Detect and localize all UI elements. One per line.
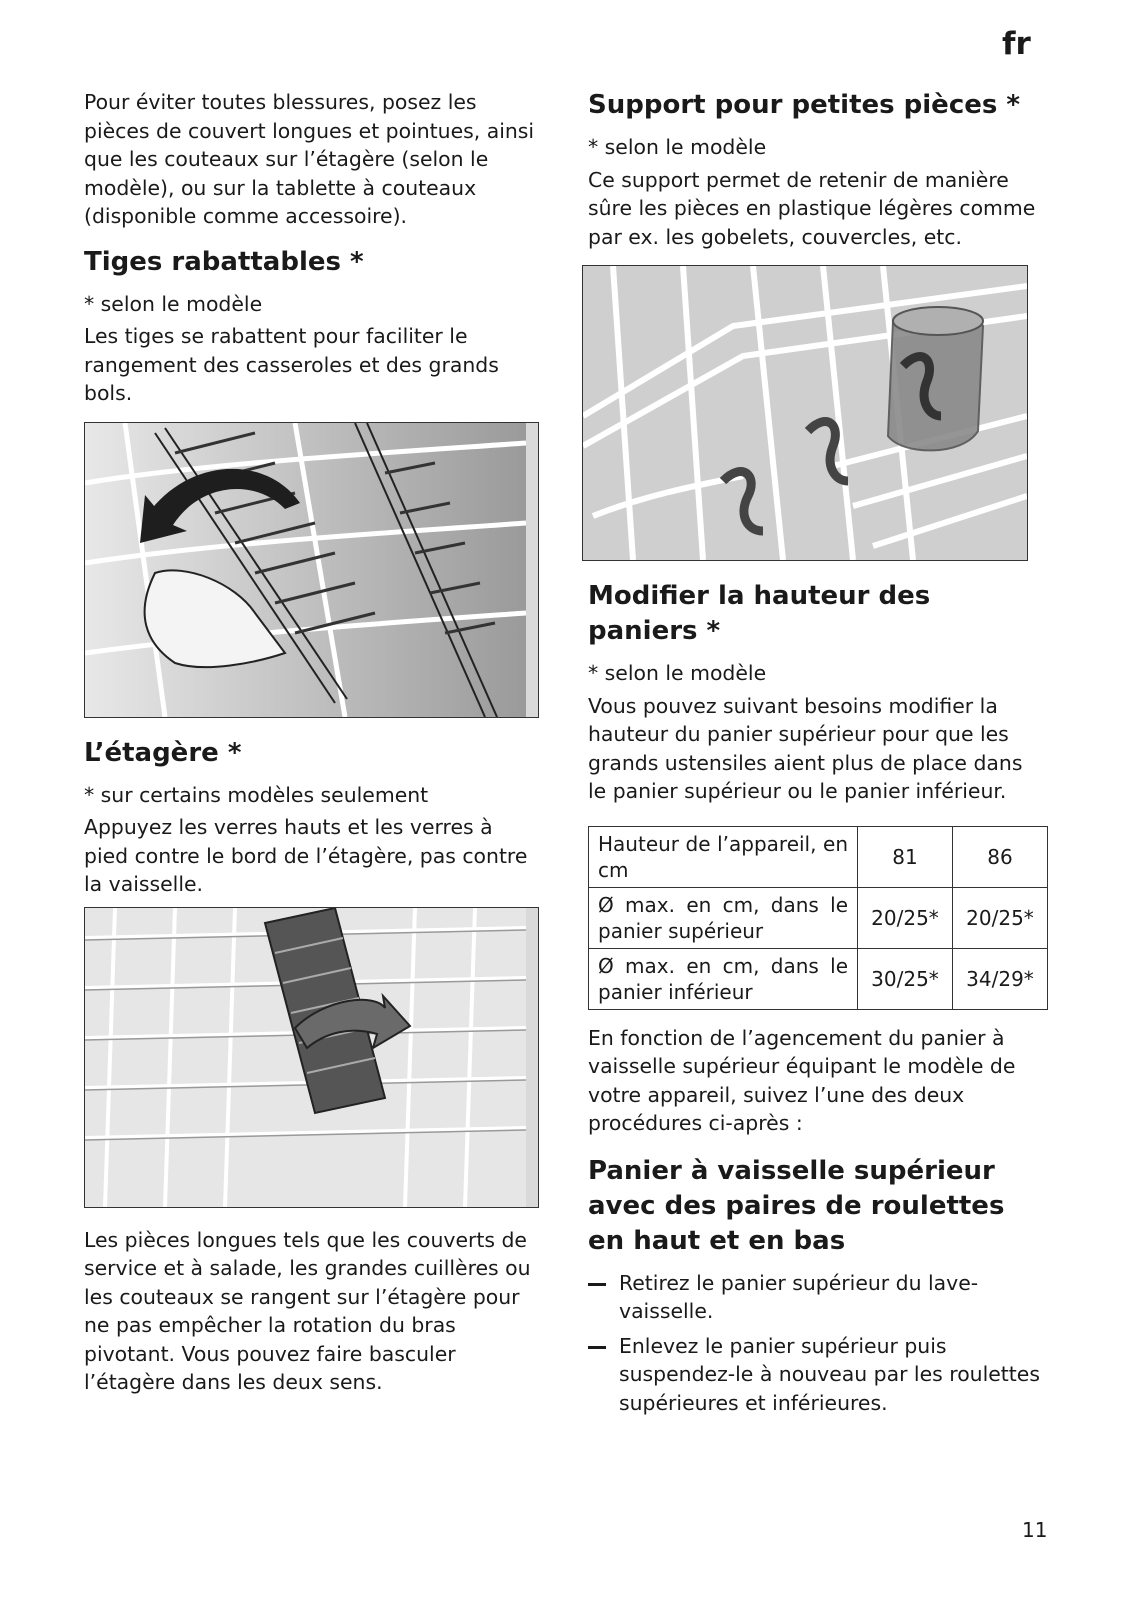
shelf-illustration [84,907,539,1208]
step-text: Enlevez le panier supérieur puis suspendez-le à nouveau par les roulettes supérieures et inférieures. [619,1333,1040,1415]
support-text: Ce support permet de retenir de manière sûre les pièces en plastique légères comme par ex. les gobelets, couvercles, etc. [588,167,1036,249]
folding-tines-illustration [84,422,539,718]
tiges-heading: Tiges rabattables * [84,246,364,277]
hauteur-after-text: En fonction de l’agencement du panier à vaisselle supérieur équipant le modèle de votre appareil, suivez l’une des deux procédures ci-après : [588,1025,1016,1135]
etagere-text-2: Les pièces longues tels que les couverts de service et à salade, les grandes cuillères ou les couteaux se rangent sur l’étagère pour ne pas empêcher la rotation du bras pivotant. Vous pouvez faire basculer l’étagère dans les deux sens. [84,1227,531,1394]
table-cell: 30/25* [858,948,953,1009]
table-cell: 34/29* [953,948,1048,1009]
table-cell: Ø max. en cm, dans le panier inférieur [589,948,858,1009]
table-cell: Ø max. en cm, dans le panier supérieur [589,887,858,948]
language-label: fr [1002,26,1031,62]
left-column [84,88,539,1403]
intro-paragraph: Pour éviter toutes blessures, posez les pièces de couvert longues et pointues, ainsi que les couteaux sur l’étagère (selon le modèle), ou sur la tablette à couteaux (disponible comme accessoire). [84,90,535,228]
etagere-heading: L’étagère * [84,737,242,768]
etagere-note: * sur certains modèles seulement [84,782,429,807]
basket-height-table [588,826,1048,1010]
step-text: Retirez le panier supérieur du lave-vaisselle. [619,1270,979,1323]
table-row [589,826,1048,887]
hauteur-heading: Modifier la hauteur des paniers * [588,581,931,646]
table-cell: Hauteur de l’appareil, en cm [589,826,858,887]
tiges-text: Les tiges se rabattent pour faciliter le rangement des casseroles et des grands bols. [84,324,499,405]
table-row [589,948,1048,1009]
support-heading: Support pour petites pièces * [588,90,1020,120]
panier-steps-list [588,1269,1040,1418]
table-cell: 20/25* [953,887,1048,948]
page-number: 11 [1022,1518,1048,1542]
list-item [588,1332,1040,1418]
table-cell: 20/25* [858,887,953,948]
tiges-note: * selon le modèle [84,291,263,316]
table-cell: 81 [858,826,953,887]
table-cell: 86 [953,826,1048,887]
hauteur-text: Vous pouvez suivant besoins modifier la hauteur du panier supérieur pour que les grands ustensiles aient plus de place dans le panier supérieur ou le panier inférieur. [588,693,1023,803]
dash-bullet-icon [588,1346,606,1349]
dash-bullet-icon [588,1283,606,1286]
right-column [588,88,1040,1423]
small-parts-holder-illustration [582,265,1028,561]
panier-heading: Panier à vaisselle supérieur avec des paires de roulettes en haut et en bas [588,1155,1005,1256]
list-item [588,1269,1040,1326]
hauteur-note: * selon le modèle [588,661,767,685]
table-row [589,887,1048,948]
etagere-text: Appuyez les verres hauts et les verres à pied contre le bord de l’étagère, pas contre la vaisselle. [84,815,528,896]
support-note: * selon le modèle [588,135,767,159]
